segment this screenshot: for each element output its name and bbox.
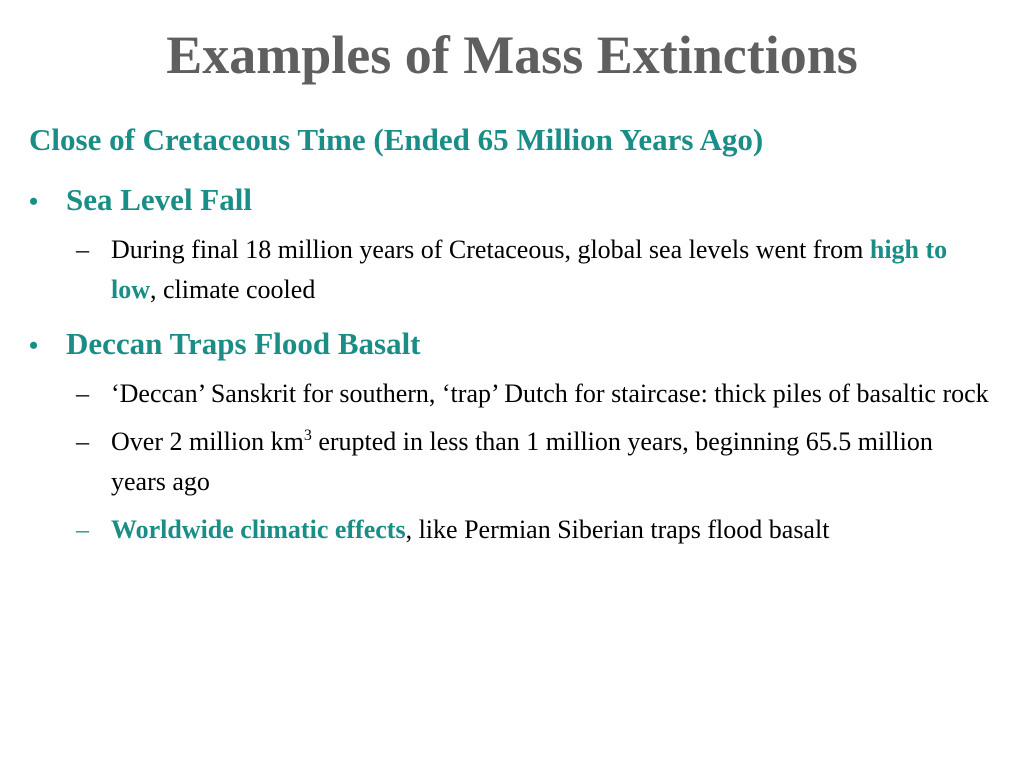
text-segment: , like Permian Siberian traps flood basalt: [405, 515, 830, 544]
bullet-label: Deccan Traps Flood Basalt: [66, 326, 421, 361]
text-segment: Over 2 million km: [111, 427, 304, 456]
text-segment: During final 18 million years of Cretaceous, global sea levels went from: [111, 235, 870, 264]
sub-bullet-eruption-volume: [76, 422, 989, 502]
text-segment: , climate cooled: [150, 275, 316, 304]
sub-bullet-text: [111, 510, 989, 550]
sub-bullet-text: ‘Deccan’ Sanskrit for southern, ‘trap’ Dutch for staircase: thick piles of basaltic rock: [111, 379, 989, 408]
text-segment: erupted in less than 1 million years, beginning 65.5 million years ago: [111, 427, 933, 496]
sub-bullet-deccan-etymology: [76, 374, 989, 414]
superscript: 3: [303, 427, 312, 444]
sub-bullet-text: [111, 422, 989, 502]
dash-icon: –: [76, 379, 89, 408]
dash-icon: –: [76, 515, 89, 544]
sub-bullet-climatic-effects: [76, 510, 989, 550]
dash-icon: –: [76, 235, 89, 264]
bullet-deccan-traps: [29, 324, 989, 366]
sub-bullet-text: [111, 230, 989, 310]
dash-icon: –: [76, 427, 89, 456]
highlight-text: Worldwide climatic effects: [111, 515, 406, 544]
highlight-text: high to low: [111, 235, 948, 304]
sub-bullet-sea-level: [76, 230, 989, 310]
bullet-icon: •: [29, 187, 39, 216]
slide-subtitle: Close of Cretaceous Time (Ended 65 Million Years Ago): [29, 122, 764, 157]
slide-content: [29, 180, 989, 550]
slide-title: Examples of Mass Extinctions: [166, 25, 858, 85]
bullet-label: Sea Level Fall: [66, 182, 252, 217]
bullet-sea-level-fall: [29, 180, 989, 222]
bullet-icon: •: [29, 331, 39, 360]
